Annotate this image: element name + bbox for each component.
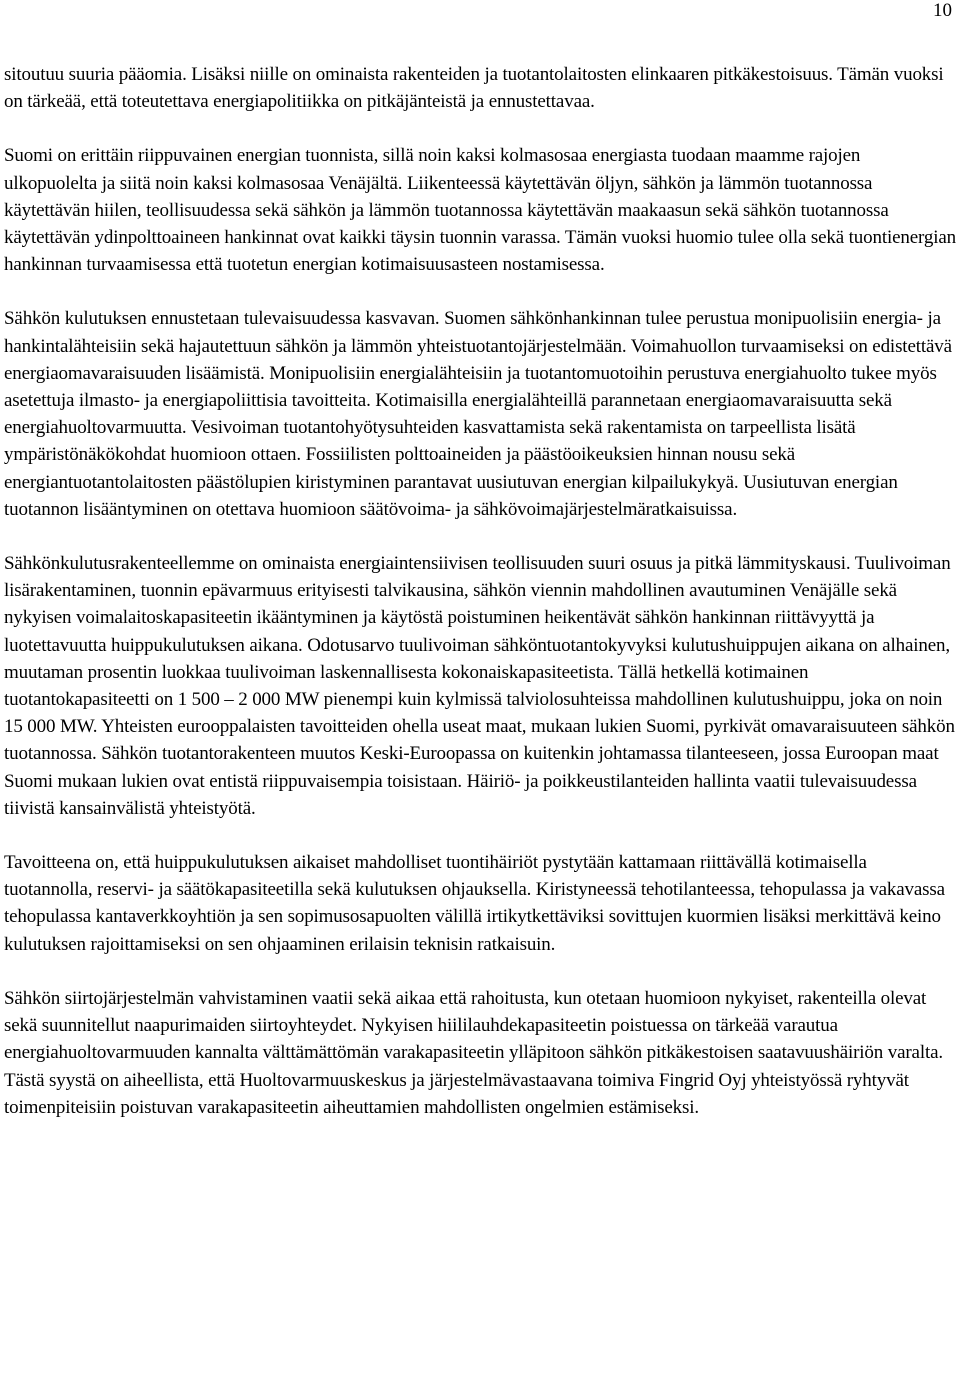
paragraph-6: Sähkön siirtojärjestelmän vahvistaminen vaatii sekä aikaa että rahoitusta, kun otetaan huomioon nykyiset, rakenteilla olevat sekä suunnitellut naapurimaiden siirtoyhteydet. Nykyisen hiililauhdekapasiteetin poistuessa on tärkeää varautua energiahuoltovarmuuden kannalta välttämättömän varakapasiteetin ylläpitoon sähkön pitkäkestoisen saatavuushäiriön varalta. Tästä syystä on aiheellista, että Huoltovarmuuskeskus ja järjestelmävastaavana toimiva Fingrid Oyj yhteistyössä ryhtyvät toimenpiteisiin poistuvan varakapasiteetin aiheuttamien mahdollisten ongelmien estämiseksi. (4, 987, 943, 1118)
page-number: 10 (933, 0, 952, 21)
paragraph-5: Tavoitteena on, että huippukulutuksen aikaiset mahdolliset tuontihäiriöt pystytään kattamaan riittävällä kotimaisella tuotannolla, reservi- ja säätökapasiteetilla sekä kulutuksen ohjauksella. Kiristyneessä tehotilanteessa, tehopulassa ja vakavassa tehopulassa kantaverkkoyhtiön ja sen sopimusosapuolten välillä irtikytkettäviksi sovittujen kuormien lisäksi merkittävä keino kulutuksen rajoittamiseksi on sen ohjaaminen erilaisin teknisin ratkaisuin. (4, 852, 945, 955)
paragraph-2: Suomi on erittäin riippuvainen energian tuonnista, sillä noin kaksi kolmasosaa energiasta tuodaan maamme rajojen ulkopuolelta ja siitä noin kaksi kolmasosaa Venäjältä. Liikenteessä käytettävän öljyn, sähkön ja lämmön tuotannossa käytettävän hiilen, teollisuudessa sekä sähkön ja lämmön tuotannossa käytettävän maakaasun sekä sähkön tuotannossa käytettävän ydinpolttoaineen hankinnat ovat kaikki täysin tuonnin varassa. Tämän vuoksi huomio tulee olla sekä tuontienergian hankinnan turvaamisessa että tuotetun energian kotimaisuusasteen nostamisessa. (4, 145, 956, 276)
paragraph-4: Sähkönkulutusrakenteellemme on ominaista energiaintensiivisen teollisuuden suuri osuus ja pitkä lämmityskausi. Tuulivoiman lisärakentaminen, tuonnin epävarmuus erityisesti talvikausina, sähkön viennin mahdollinen avautuminen Venäjälle sekä nykyisen voimalaitoskapasiteetin ikääntyminen ja käytöstä poistuminen heikentävät sähkön hankinnan riittävyyttä ja luotettavuutta huippukulutuksen aikana. Odotusarvo tuulivoiman sähköntuotantokyvyksi kulutushuippujen aikana on alhainen, muutaman prosentin luokkaa tuulivoiman laskennallisesta kokonaiskapasiteetista. Tällä hetkellä kotimainen tuotantokapasiteetti on 1 500 – 2 000 MW pienempi kuin kylmissä talviolosuhteissa mahdollinen kulutushuippu, joka on noin 15 000 MW. Yhteisten eurooppalaisten tavoitteiden ohella useat maat, mukaan lukien Suomi, pyrkivät omavaraisuuteen sähkön tuotannossa. Sähkön tuotantorakenteen muutos Keski-Euroopassa on kuitenkin johtamassa tilanteeseen, jossa Euroopan maat Suomi mukaan lukien ovat entistä riippuvaisempia toisistaan. Häiriö- ja poikkeustilanteiden hallinta vaatii tulevaisuudessa tiivistä kansainvälistä yhteistyötä. (4, 553, 955, 819)
paragraph-3: Sähkön kulutuksen ennustetaan tulevaisuudessa kasvavan. Suomen sähkönhankinnan tulee perustua monipuolisiin energia- ja hankintalähteisiin sekä hajautettuun sähkön ja lämmön yhteistuotantojärjestelmään. Voimahuollon turvaamiseksi on edistettävä energiaomavaraisuuden lisäämistä. Monipuolisiin energialähteisiin ja tuotantomuotoihin perustuva energiahuolto tukee myös asetettuja ilmasto- ja energiapoliittisia tavoitteita. Kotimaisilla energialähteillä parannetaan energiaomavaraisuutta sekä energiahuoltovarmuutta. Vesivoiman tuotantohyötysuhteiden kasvattamista sekä rakentamista on tarpeellista lisätä ympäristönäkökohdat huomioon ottaen. Fossiilisten polttoaineiden ja päästöoikeuksien hinnan nousu sekä energiantuotantolaitosten päästölupien kiristyminen parantavat uusiutuvan energian kilpailukykyä. Uusiutuvan energian tuotannon lisääntyminen on otettava huomioon säätövoima- ja sähkövoimajärjestelmäratkaisuissa. (4, 308, 952, 520)
paragraph-1: sitoutuu suuria pääomia. Lisäksi niille on ominaista rakenteiden ja tuotantolaitosten elinkaaren pitkäkestoisuus. Tämän vuoksi on tärkeää, että toteutettava energiapolitiikka on pitkäjänteistä ja ennustettavaa. (4, 64, 944, 113)
document-body (4, 61, 957, 1121)
